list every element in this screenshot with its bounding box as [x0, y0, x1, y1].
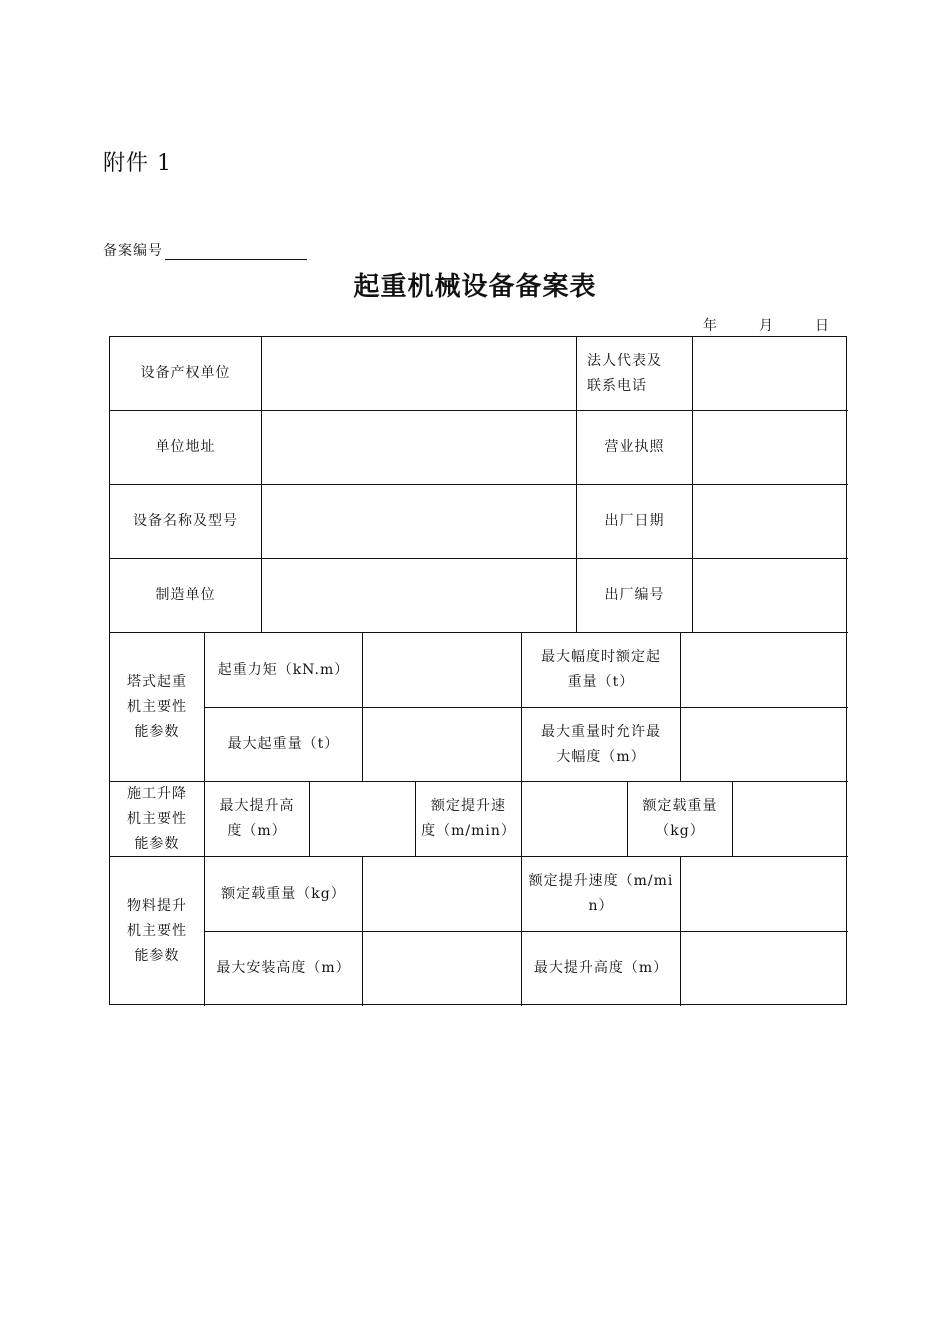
- label-manufacturer: 制造单位: [155, 587, 216, 603]
- label-max-lifting-height: 最大提升高 度（m）: [219, 798, 295, 839]
- label-address: 单位地址: [155, 439, 216, 455]
- value-factory-number[interactable]: [693, 559, 848, 632]
- label-legal-rep: 法人代表及 联系电话: [587, 352, 662, 394]
- filing-table: [109, 336, 847, 1005]
- label-rated-load: 额定载重量 （kg）: [642, 798, 718, 839]
- label-lifting-moment: 起重力矩（kN.m）: [217, 661, 350, 678]
- record-number-field[interactable]: [165, 244, 307, 260]
- label-rated-lifting-speed: 额定提升速 度（m/min）: [421, 798, 516, 839]
- form-title: 起重机械设备备案表: [353, 272, 597, 302]
- label-owner-unit: 设备产权单位: [140, 365, 231, 381]
- value-material-lifting-speed[interactable]: [681, 857, 848, 931]
- label-material-max-lifting-height: 最大提升高度（m）: [533, 960, 669, 976]
- value-business-license[interactable]: [693, 411, 848, 484]
- value-max-install-height[interactable]: [363, 932, 521, 1005]
- record-number: [103, 240, 307, 260]
- date-year: 年: [703, 318, 717, 334]
- value-rated-load[interactable]: [733, 782, 848, 856]
- record-number-label: 备案编号: [103, 243, 163, 259]
- value-address[interactable]: [262, 411, 576, 484]
- group-tower-crane: 塔式起重 机主要性 能参数: [127, 673, 187, 740]
- attachment-label: 附件 1: [103, 151, 172, 176]
- label-material-lifting-speed: 额定提升速度（m/mi n）: [528, 873, 674, 914]
- value-owner-unit[interactable]: [262, 337, 576, 410]
- label-max-lifting-load: 最大起重量（t）: [227, 736, 340, 752]
- group-construction-hoist: 施工升降 机主要性 能参数: [127, 785, 187, 852]
- date-month: 月: [759, 318, 773, 334]
- value-rated-load-max-radius[interactable]: [681, 633, 848, 707]
- label-rated-load-max-radius: 最大幅度时额定起 重量（t）: [541, 649, 661, 690]
- label-equipment-model: 设备名称及型号: [133, 513, 238, 529]
- value-material-max-lifting-height[interactable]: [681, 932, 848, 1005]
- label-max-install-height: 最大安装高度（m）: [216, 960, 351, 976]
- label-max-radius-at-max-load: 最大重量时允许最 大幅度（m）: [541, 723, 661, 765]
- value-lifting-moment[interactable]: [363, 633, 521, 707]
- label-factory-date: 出厂日期: [604, 513, 665, 529]
- value-max-lifting-load[interactable]: [363, 708, 521, 781]
- label-factory-number: 出厂编号: [604, 587, 665, 603]
- value-manufacturer[interactable]: [262, 559, 576, 632]
- value-equipment-model[interactable]: [262, 485, 576, 558]
- value-material-rated-load[interactable]: [363, 857, 521, 931]
- label-business-license: 营业执照: [604, 439, 665, 455]
- value-rated-lifting-speed[interactable]: [522, 782, 627, 856]
- value-legal-rep[interactable]: [693, 337, 848, 410]
- value-max-radius-at-max-load[interactable]: [681, 708, 848, 781]
- value-max-lifting-height[interactable]: [310, 782, 415, 856]
- group-material-hoist: 物料提升 机主要性 能参数: [127, 898, 187, 964]
- date-day: 日: [815, 318, 829, 334]
- value-factory-date[interactable]: [693, 485, 848, 558]
- label-material-rated-load: 额定载重量（kg）: [221, 885, 346, 902]
